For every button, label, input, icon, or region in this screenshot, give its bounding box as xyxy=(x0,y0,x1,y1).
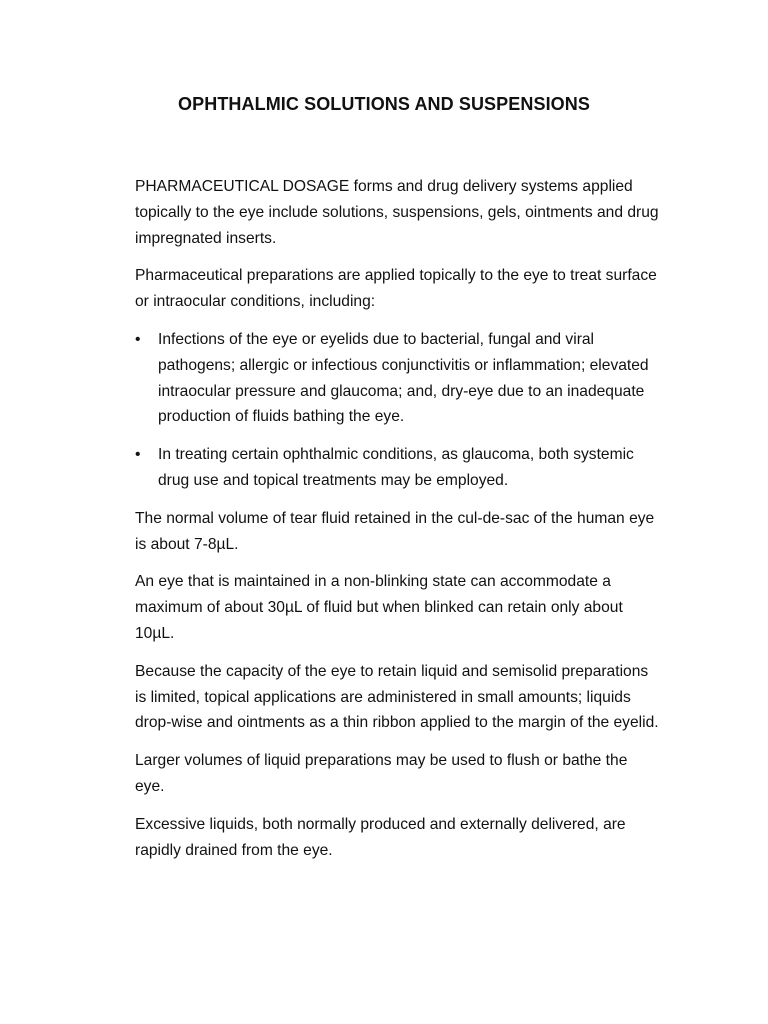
bullet-text: In treating certain ophthalmic conditions, as glaucoma, both systemic drug use and topical treatments may be employed. xyxy=(158,446,634,489)
paragraph-intro-2: Pharmaceutical preparations are applied topically to the eye to treat surface or intraocular conditions, including: xyxy=(135,267,657,311)
bullet-icon: • xyxy=(135,330,141,348)
bullet-icon: • xyxy=(135,446,141,464)
bullet-text: Infections of the eye or eyelids due to bacterial, fungal and viral pathogens; allergic or infectious conjunctivitis or inflammation; elevated intraocular pressure and glaucoma; and, dry-eye due to an inadequate production of fluids bathing the eye. xyxy=(158,330,649,426)
paragraph-tear-volume: The normal volume of tear fluid retained in the cul-de-sac of the human eye is about 7-8µL. xyxy=(135,509,655,553)
paragraph-topical-application: Because the capacity of the eye to retain liquid and semisolid preparations is limited, topical applications are administered in small amounts; liquids drop-wise and ointments as a thin ribbon applied to the margin of the eyelid. xyxy=(135,662,659,732)
paragraph-larger-volumes: Larger volumes of liquid preparations may be used to flush or bathe the eye. xyxy=(135,752,628,795)
paragraph-eye-capacity: An eye that is maintained in a non-blinking state can accommodate a maximum of about 30µL of fluid but when blinked can retain only about 10µL. xyxy=(135,573,623,642)
bullet-item xyxy=(135,327,660,430)
document-title: OPHTHALMIC SOLUTIONS AND SUSPENSIONS xyxy=(178,94,590,114)
paragraph-intro-1: PHARMACEUTICAL DOSAGE forms and drug delivery systems applied topically to the eye include solutions, suspensions, gels, ointments and drug impregnated inserts. xyxy=(135,178,659,247)
conditions-bullet-list xyxy=(135,327,660,494)
bullet-item xyxy=(135,442,660,494)
paragraph-excess-liquids: Excessive liquids, both normally produced and externally delivered, are rapidly drained from the eye. xyxy=(135,815,626,859)
document-body xyxy=(135,174,660,875)
